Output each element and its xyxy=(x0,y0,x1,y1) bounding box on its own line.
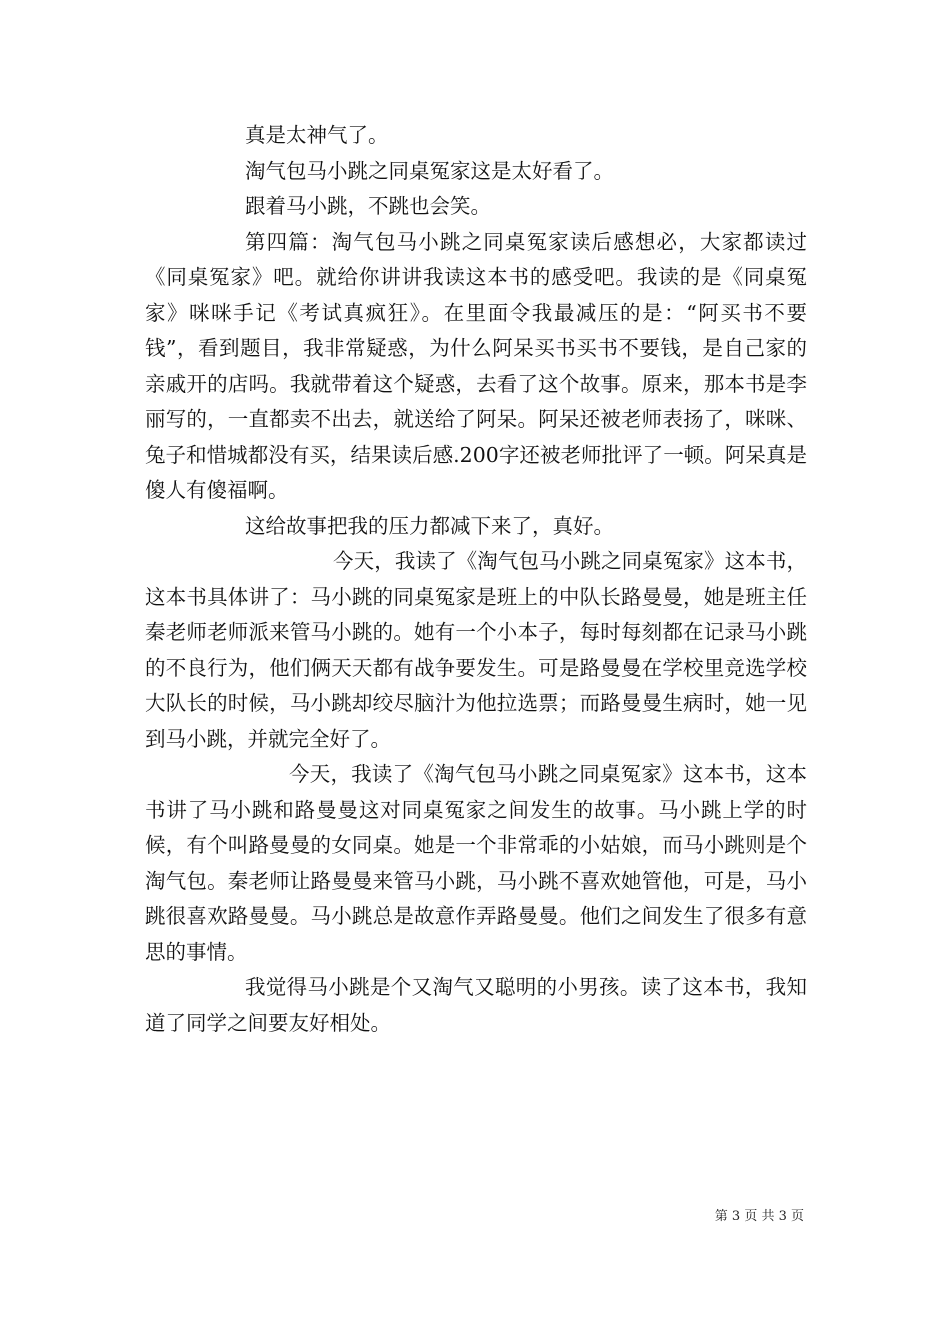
document-body xyxy=(145,118,807,1041)
paragraph-5: 这给故事把我的压力都减下来了，真好。 xyxy=(245,513,614,538)
paragraph-1: 真是太神气了。 xyxy=(245,123,389,147)
paragraph-3: 跟着马小跳，不跳也会笑。 xyxy=(245,194,491,218)
paragraph-7: 今天，我读了《淘气包马小跳之同桌冤家》这本书，这本书讲了马小跳和路曼曼这对同桌冤家之间发生的故事。马小跳上学的时候，有个叫路曼曼的女同桌。她是一个非常乖的小姑娘，而马小跳则是个淘气包。秦老师让路曼曼来管马小跳，马小跳不喜欢她管他，可是，马小跳很喜欢路曼曼。马小跳总是故意作弄路曼曼。他们之间发生了很多有意思的事情。 xyxy=(145,762,807,964)
paragraph-2: 淘气包马小跳之同桌冤家这是太好看了。 xyxy=(245,158,614,183)
page-number-footer: 第 3 页 共 3 页 xyxy=(714,1209,804,1224)
paragraph-6: 今天，我读了《淘气包马小跳之同桌冤家》这本书，这本书具体讲了：马小跳的同桌冤家是班上的中队长路曼曼，她是班主任秦老师老师派来管马小跳的。她有一个小本子，每时每刻都在记录马小跳的不良行为，他们俩天天都有战争要发生。可是路曼曼在学校里竞选学校大队长的时候，马小跳却绞尽脑汁为他拉选票；而路曼曼生病时，她一见到马小跳，并就完全好了。 xyxy=(145,549,807,751)
paragraph-4: 第四篇：淘气包马小跳之同桌冤家读后感想必，大家都读过《同桌冤家》吧。就给你讲讲我读这本书的感受吧。我读的是《同桌冤家》咪咪手记《考试真疯狂》。在里面令我最减压的是：“阿买书不要钱”，看到题目，我非常疑惑，为什么阿呆买书买书不要钱，是自己家的亲戚开的店吗。我就带着这个疑惑，去看了这个故事。原来，那本书是李丽写的，一直都卖不出去，就送给了阿呆。阿呆还被老师表扬了，咪咪、兔子和惜城都没有买，结果读后感.200字还被老师批评了一顿。阿呆真是傻人有傻福啊。 xyxy=(145,229,807,502)
paragraph-8: 我觉得马小跳是个又淘气又聪明的小男孩。读了这本书，我知道了同学之间要友好相处。 xyxy=(145,975,807,1035)
